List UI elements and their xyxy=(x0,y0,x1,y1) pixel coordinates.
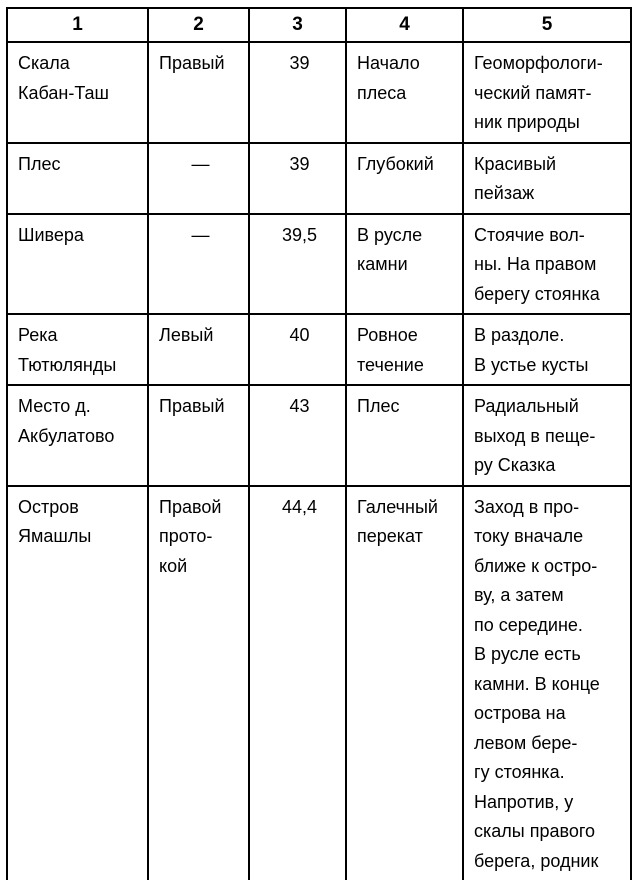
column-header-5: 5 xyxy=(463,8,631,42)
object-cell: Река Тютюлянды xyxy=(7,314,148,385)
bank-cell: Правой прото- кой xyxy=(148,486,249,880)
km-cell: 43 xyxy=(249,385,346,486)
table-row xyxy=(7,385,631,486)
bank-cell: Левый xyxy=(148,314,249,385)
km-cell: 40 xyxy=(249,314,346,385)
object-cell: Шивера xyxy=(7,214,148,315)
table-row xyxy=(7,314,631,385)
column-header-1: 1 xyxy=(7,8,148,42)
object-cell: Плес xyxy=(7,143,148,214)
column-header-4: 4 xyxy=(346,8,463,42)
description-cell: Галечный перекат xyxy=(346,486,463,880)
note-cell: Красивый пейзаж xyxy=(463,143,631,214)
table-row xyxy=(7,486,631,880)
table-body xyxy=(7,42,631,880)
route-table xyxy=(6,7,632,880)
note-cell: В раздоле. В устье кусты xyxy=(463,314,631,385)
bank-cell: Правый xyxy=(148,42,249,143)
note-cell: Геоморфологи- ческий памят- ник природы xyxy=(463,42,631,143)
description-cell: В русле камни xyxy=(346,214,463,315)
table-row xyxy=(7,214,631,315)
table-row xyxy=(7,42,631,143)
table-header xyxy=(7,8,631,42)
bank-cell: — xyxy=(148,143,249,214)
km-cell: 39 xyxy=(249,42,346,143)
description-cell: Ровное течение xyxy=(346,314,463,385)
bank-cell: — xyxy=(148,214,249,315)
description-cell: Начало плеса xyxy=(346,42,463,143)
note-cell: Радиальный выход в пеще- ру Сказка xyxy=(463,385,631,486)
object-cell: Остров Ямашлы xyxy=(7,486,148,880)
header-row xyxy=(7,8,631,42)
object-cell: Скала Кабан-Таш xyxy=(7,42,148,143)
table-row xyxy=(7,143,631,214)
description-cell: Плес xyxy=(346,385,463,486)
km-cell: 39 xyxy=(249,143,346,214)
note-cell: Стоячие вол- ны. На правом берегу стоянка xyxy=(463,214,631,315)
km-cell: 44,4 xyxy=(249,486,346,880)
column-header-2: 2 xyxy=(148,8,249,42)
description-cell: Глубокий xyxy=(346,143,463,214)
note-cell: Заход в про- току вначале ближе к остро- ву, а затем по середине. В русле есть камни. В конце острова на левом бере- гу стоянка. Напротив, у скалы правого берега, родник xyxy=(463,486,631,880)
column-header-3: 3 xyxy=(249,8,346,42)
km-cell: 39,5 xyxy=(249,214,346,315)
object-cell: Место д. Акбулатово xyxy=(7,385,148,486)
bank-cell: Правый xyxy=(148,385,249,486)
